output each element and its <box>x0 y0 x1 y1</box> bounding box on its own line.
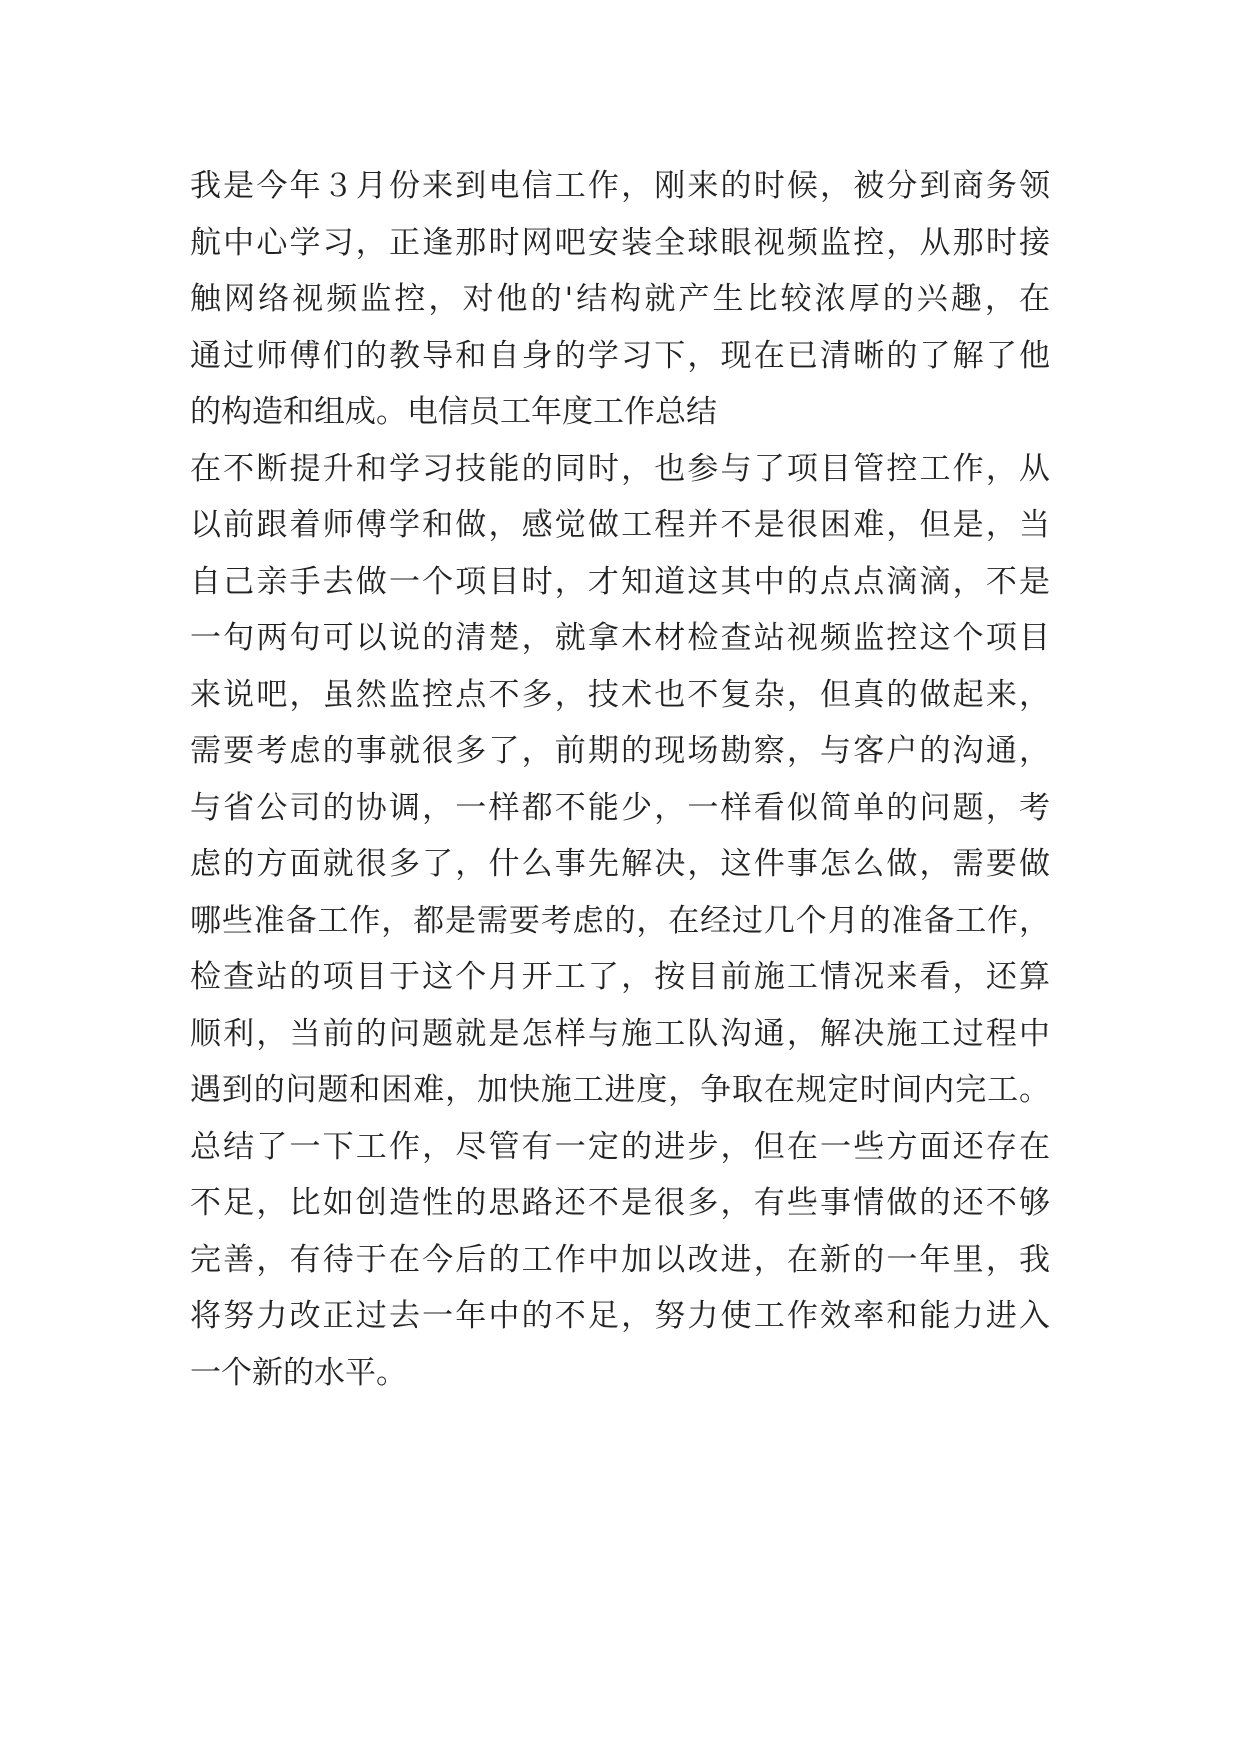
paragraph-1-line-3: 触网络视频监控，对他的'结构就产生比较浓厚的兴趣，在 <box>190 281 1050 317</box>
paragraph-2-line-14: 不足，比如创造性的思路还不是很多，有些事情做的还不够 <box>190 1185 1050 1221</box>
paragraph-2-line-3: 自己亲手去做一个项目时，才知道这其中的点点滴滴，不是 <box>190 563 1050 600</box>
paragraph-1-line-2: 航中心学习，正逢那时网吧安装全球眼视频监控，从那时接 <box>190 224 1050 261</box>
paragraph-2-line-1: 在不断提升和学习技能的同时，也参与了项目管控工作，从 <box>190 450 1050 487</box>
paragraph-1-line-5: 的构造和组成。电信员工年度工作总结 <box>190 394 717 430</box>
paragraph-2-line-5: 来说吧，虽然监控点不多，技术也不复杂，但真的做起来， <box>190 676 1050 713</box>
paragraph-2-line-4: 一句两句可以说的清楚，就拿木材检查站视频监控这个项目 <box>190 620 1050 656</box>
paragraph-2-line-13: 总结了一下工作，尽管有一定的进步，但在一些方面还存在 <box>190 1128 1050 1165</box>
paragraph-2-line-9: 哪些准备工作，都是需要考虑的，在经过几个月的准备工作， <box>190 902 1050 939</box>
paragraph-2-line-12: 遇到的问题和困难，加快施工进度，争取在规定时间内完工。 <box>190 1072 1050 1108</box>
paragraph-2-line-17: 一个新的水平。 <box>190 1354 407 1391</box>
paragraph-1-line-4: 通过师傅们的教导和自身的学习下，现在已清晰的了解了他 <box>190 337 1050 374</box>
paragraph-2-line-6: 需要考虑的事就很多了，前期的现场勘察，与客户的沟通， <box>190 733 1050 769</box>
paragraph-2-line-8: 虑的方面就很多了，什么事先解决，这件事怎么做，需要做 <box>190 846 1050 882</box>
paragraph-1-line-1: 我是今年３月份来到电信工作，刚来的时候，被分到商务领 <box>190 168 1050 204</box>
paragraph-2-line-7: 与省公司的协调，一样都不能少，一样看似简单的问题，考 <box>190 789 1050 826</box>
paragraph-2-line-16: 将努力改正过去一年中的不足，努力使工作效率和能力进入 <box>190 1298 1050 1334</box>
document-body <box>190 158 1050 1401</box>
paragraph-2-line-10: 检查站的项目于这个月开工了，按目前施工情况来看，还算 <box>190 959 1050 995</box>
paragraph-2-line-15: 完善，有待于在今后的工作中加以改进，在新的一年里，我 <box>190 1241 1050 1278</box>
paragraph-2-line-11: 顺利，当前的问题就是怎样与施工队沟通，解决施工过程中 <box>190 1015 1050 1052</box>
paragraph-2-line-2: 以前跟着师傅学和做，感觉做工程并不是很困难，但是，当 <box>190 507 1050 543</box>
